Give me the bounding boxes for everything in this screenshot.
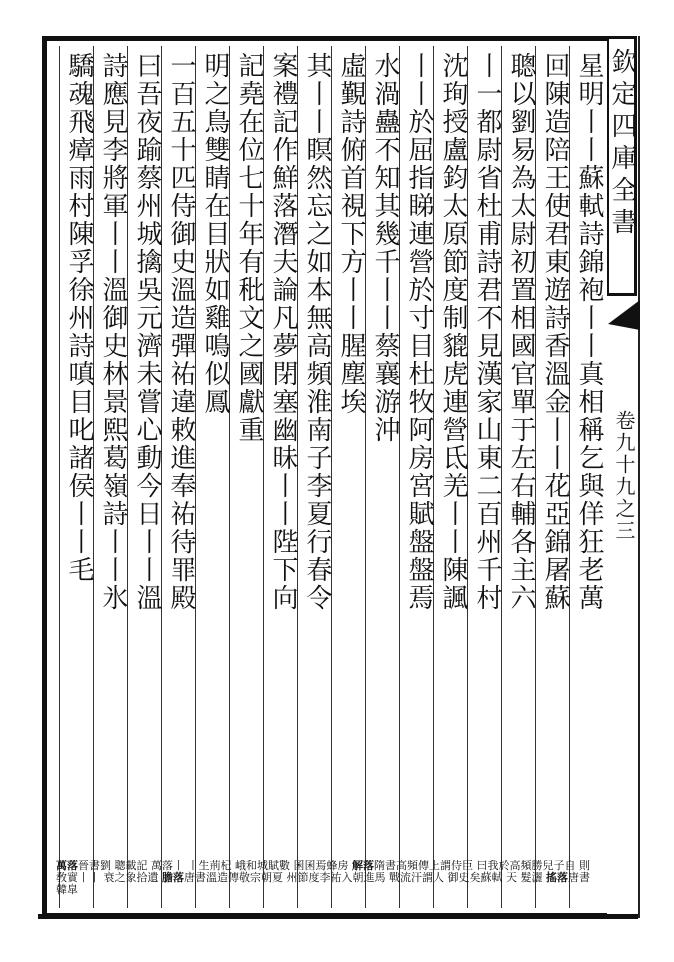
tail-text: 州節度李祐入朝進馬: [286, 871, 389, 884]
column-tail: [506, 871, 521, 884]
text-column: 聰以劉易為太尉初置相國官單于左右輔各主六: [506, 52, 536, 612]
text-column: 一百五十匹侍御史溫造彈祐違敕進奉祐待罪殿: [166, 52, 196, 612]
column-divider: [59, 46, 60, 908]
text-column: 詩應見李將軍丨丨溫御史林景熙葛嶺詩丨丨氷: [98, 52, 128, 612]
text-column: 水渦蠱不知其幾千丨丨蔡襄游沖: [370, 52, 400, 444]
text-column: 星明丨丨蘇軾詩錦袍丨丨真相稱乞與佯狂老萬: [574, 52, 604, 612]
tail-text: 天: [506, 871, 521, 884]
text-column: 明之鳥雙睛在目狀如雞鳴似鳳: [200, 52, 230, 416]
margin-title: 欽定四庫全書: [607, 48, 637, 240]
margin-line: [638, 36, 640, 918]
column-tail: [448, 871, 507, 884]
tail-text: 唐書溫造傳敬宗朝夏: [184, 871, 287, 884]
tail-text: 聰載記: [114, 860, 151, 872]
text-column: 沈珣授盧鈞太原節度制貔虎連營氐羌丨丨陳諷: [438, 52, 468, 612]
headword: 搖落: [546, 871, 568, 884]
tail-text: 晉書劉: [78, 860, 115, 872]
text-column: 其丨丨瞑然忘之如本無高頻淮南子李夏行春令: [302, 52, 332, 612]
text-column: 驕魂飛瘴雨村陳孚徐州詩嗔目叱諸侯丨丨毛: [64, 52, 94, 584]
tail-text: 御史矣蘇軾: [447, 871, 506, 884]
tail-text: 隋書高頻傳上謂侍臣: [374, 860, 477, 872]
tail-text: 曰我於高頻勝兒子自: [476, 860, 579, 872]
tail-text: 則敎實丨丨: [56, 860, 590, 884]
column-tail: [287, 871, 390, 884]
tail-text: 峨和城賦數: [235, 860, 294, 872]
margin-volume: 卷九十九之三: [612, 410, 636, 542]
column-tails: [56, 860, 596, 910]
tail-text: 萬落丨: [151, 860, 188, 872]
tail-text: 唐書韓皐: [56, 871, 590, 896]
tail-text: 髮灑: [520, 871, 546, 884]
text-column: 曰吾夜踰蔡州城擒吳元濟未嘗心動今日丨丨溫: [132, 52, 162, 612]
text-column: 丨丨於屈指睇連營於寸目杜牧阿房宮賦盤盤焉: [404, 52, 434, 612]
text-column: 案禮記作鮮落潛夫論凡夢閉塞幽昧丨丨陛下向: [268, 52, 298, 612]
tail-text: 衰之象拾遺: [103, 871, 162, 884]
bottom-rule: [38, 914, 638, 919]
column-tail: [162, 871, 287, 884]
column-tail: [104, 871, 163, 884]
headword: 膽落: [162, 871, 184, 884]
tail-text: 丨生荊杞: [187, 860, 235, 872]
text-column: 記堯在位七十年有秕文之國獻重: [234, 52, 264, 444]
column-tail: [521, 871, 547, 884]
text-column: 回陳造陪王使君東遊詩香溫金丨丨花亞錦屠蘇: [540, 52, 570, 612]
column-tail: [389, 871, 448, 884]
text-column: 丨一都尉省杜甫詩君不見漢家山東二百州千村: [472, 52, 502, 612]
text-column: 虛覲詩俯首視下方丨丨腥塵埃: [336, 52, 366, 416]
tail-text: 戰流汗謂人: [389, 871, 448, 884]
headword: 萬落: [56, 860, 78, 872]
tail-text: 囷囷焉蜂房: [293, 860, 352, 872]
headword: 解落: [352, 860, 374, 872]
